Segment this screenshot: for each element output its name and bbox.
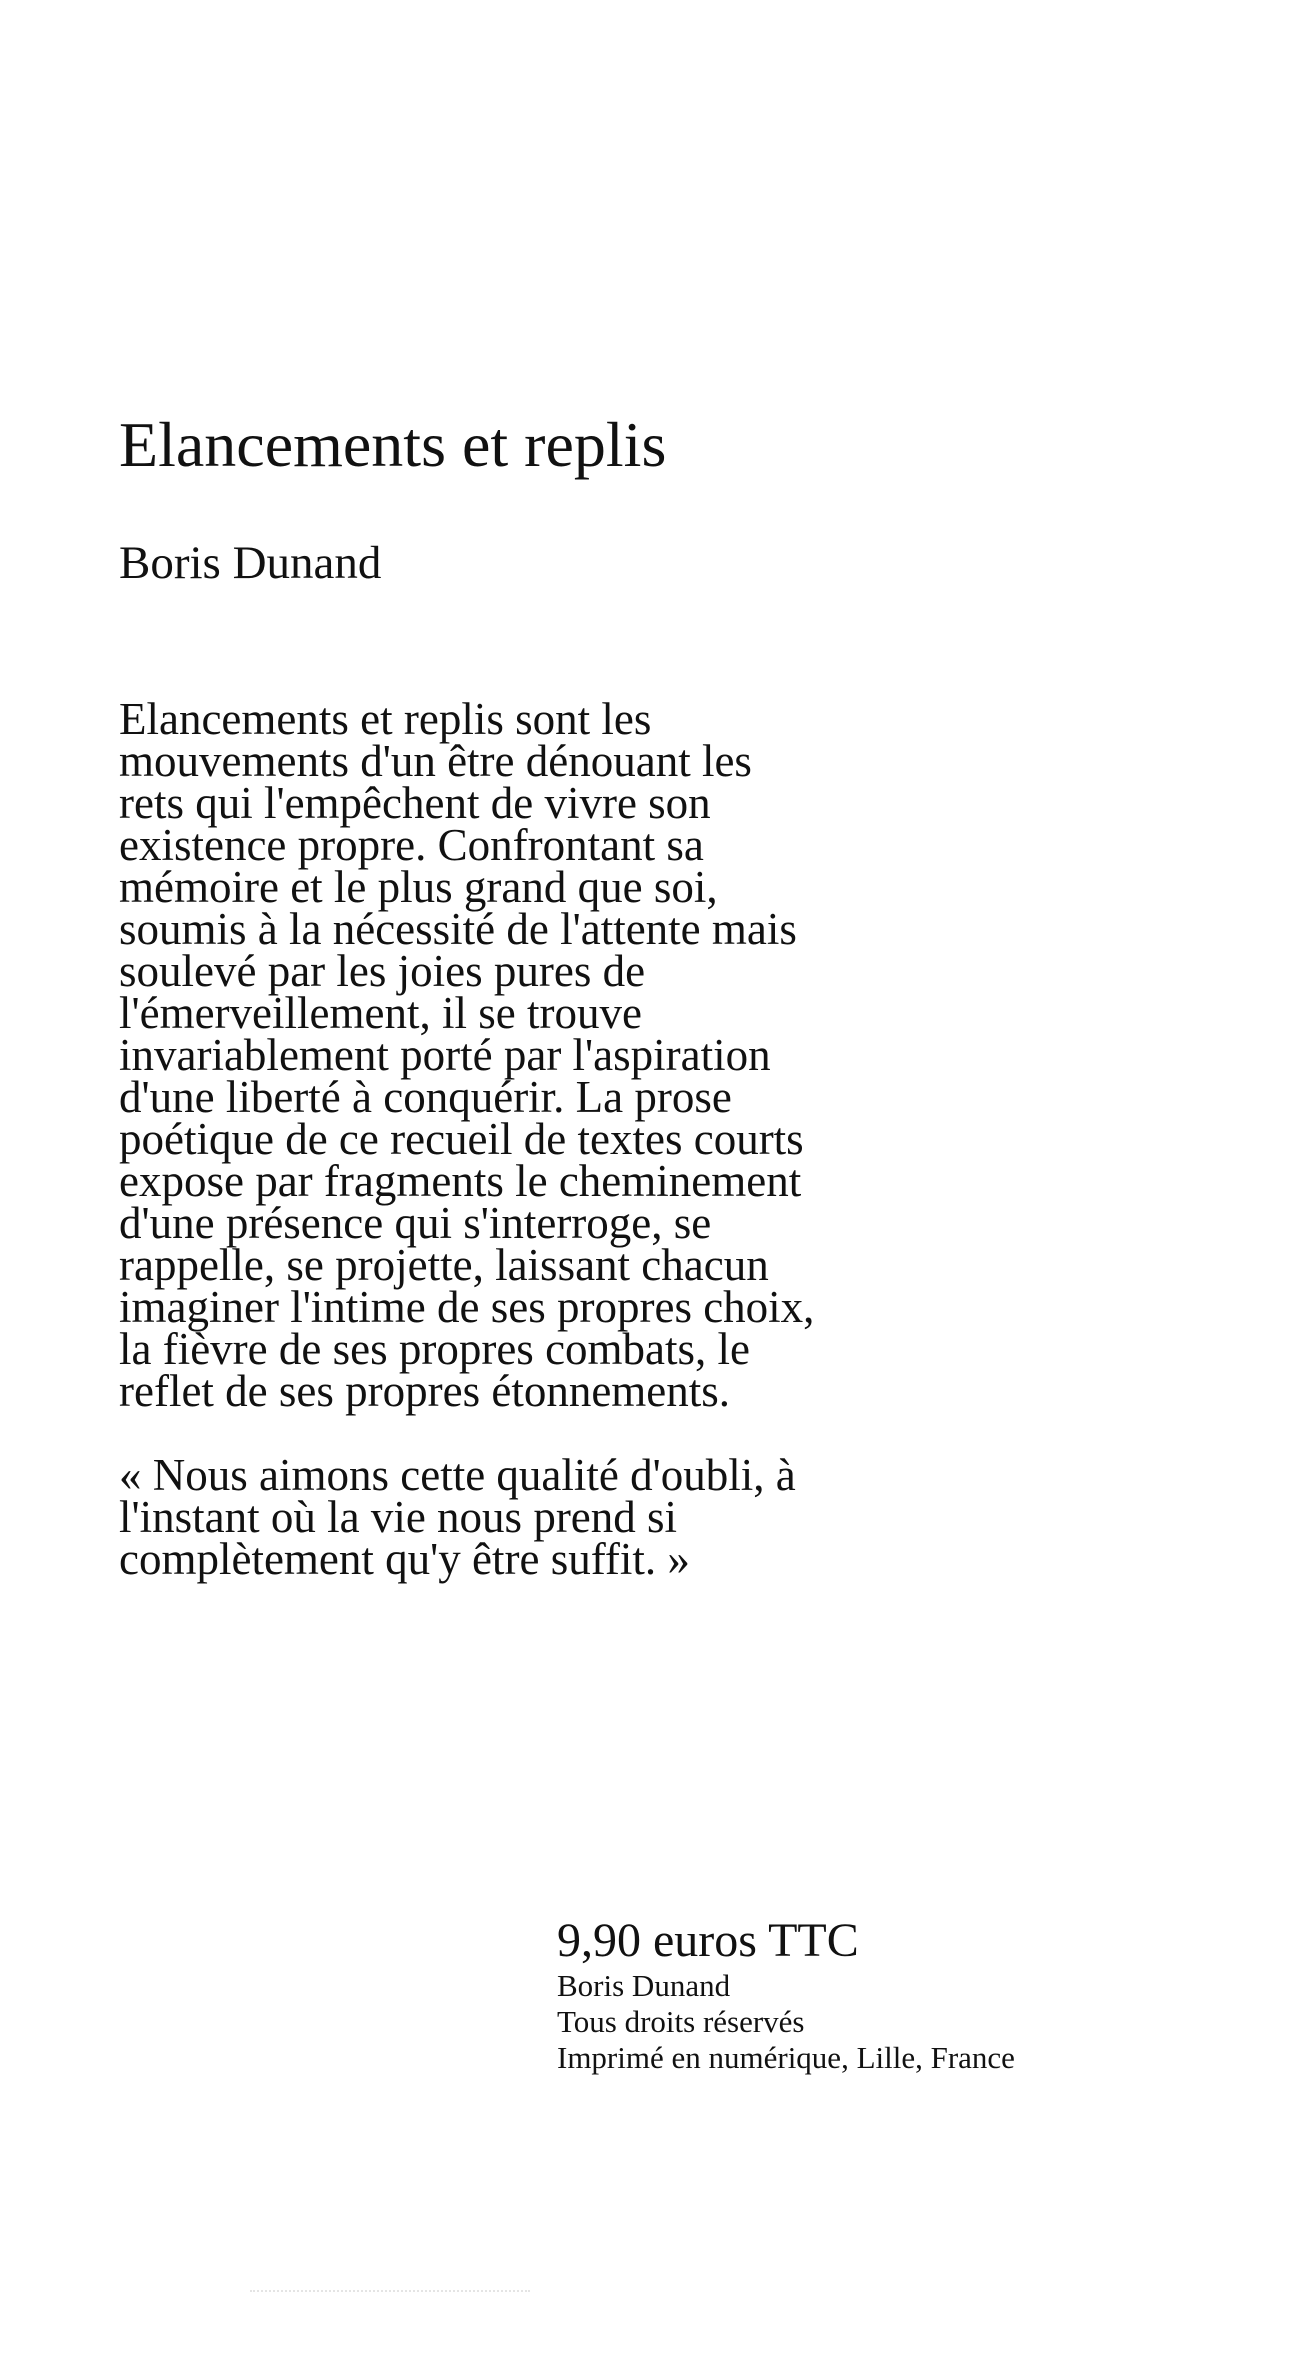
blurb-line: expose par fragments le cheminement [119,1156,802,1206]
book-author: Boris Dunand [119,537,382,589]
blurb-line: existence propre. Confrontant sa [119,820,704,870]
blurb-line: mouvements d'un être dénouant les [119,736,752,786]
colophon-author: Boris Dunand [557,1967,731,2003]
quote-line: l'instant où la vie nous prend si [119,1492,678,1542]
blurb-quote [119,1450,969,1584]
quote-line: complètement qu'y être suffit. » [119,1534,690,1584]
colophon [557,1915,1015,2076]
book-blurb [119,694,969,1584]
price: 9,90 euros TTC [557,1914,859,1967]
blurb-line: Elancements et replis sont les [119,694,652,744]
quote-line: « Nous aimons cette qualité d'oubli, à [119,1450,796,1500]
blurb-line: l'émerveillement, il se trouve [119,988,642,1038]
blurb-line: rappelle, se projette, laissant chacun [119,1240,769,1290]
blurb-line: reflet de ses propres étonnements. [119,1366,731,1416]
blurb-paragraph [119,694,969,1416]
blurb-line: invariablement porté par l'aspiration [119,1030,771,1080]
blurb-line: poétique de ce recueil de textes courts [119,1114,804,1164]
blurb-line: rets qui l'empêchent de vivre son [119,778,711,828]
blurb-line: imaginer l'intime de ses propres choix, [119,1282,815,1332]
faint-barcode-trace [250,2290,530,2295]
blurb-line: mémoire et le plus grand que soi, [119,862,718,912]
rights-notice: Tous droits réservés [557,2003,805,2039]
blurb-line: soumis à la nécessité de l'attente mais [119,904,797,954]
printing-info: Imprimé en numérique, Lille, France [557,2039,1015,2075]
book-title: Elancements et replis [119,409,667,480]
blurb-line: d'une liberté à conquérir. La prose [119,1072,732,1122]
blurb-line: soulevé par les joies pures de [119,946,646,996]
blurb-line: d'une présence qui s'interroge, se [119,1198,712,1248]
blurb-line: la fièvre de ses propres combats, le [119,1324,751,1374]
